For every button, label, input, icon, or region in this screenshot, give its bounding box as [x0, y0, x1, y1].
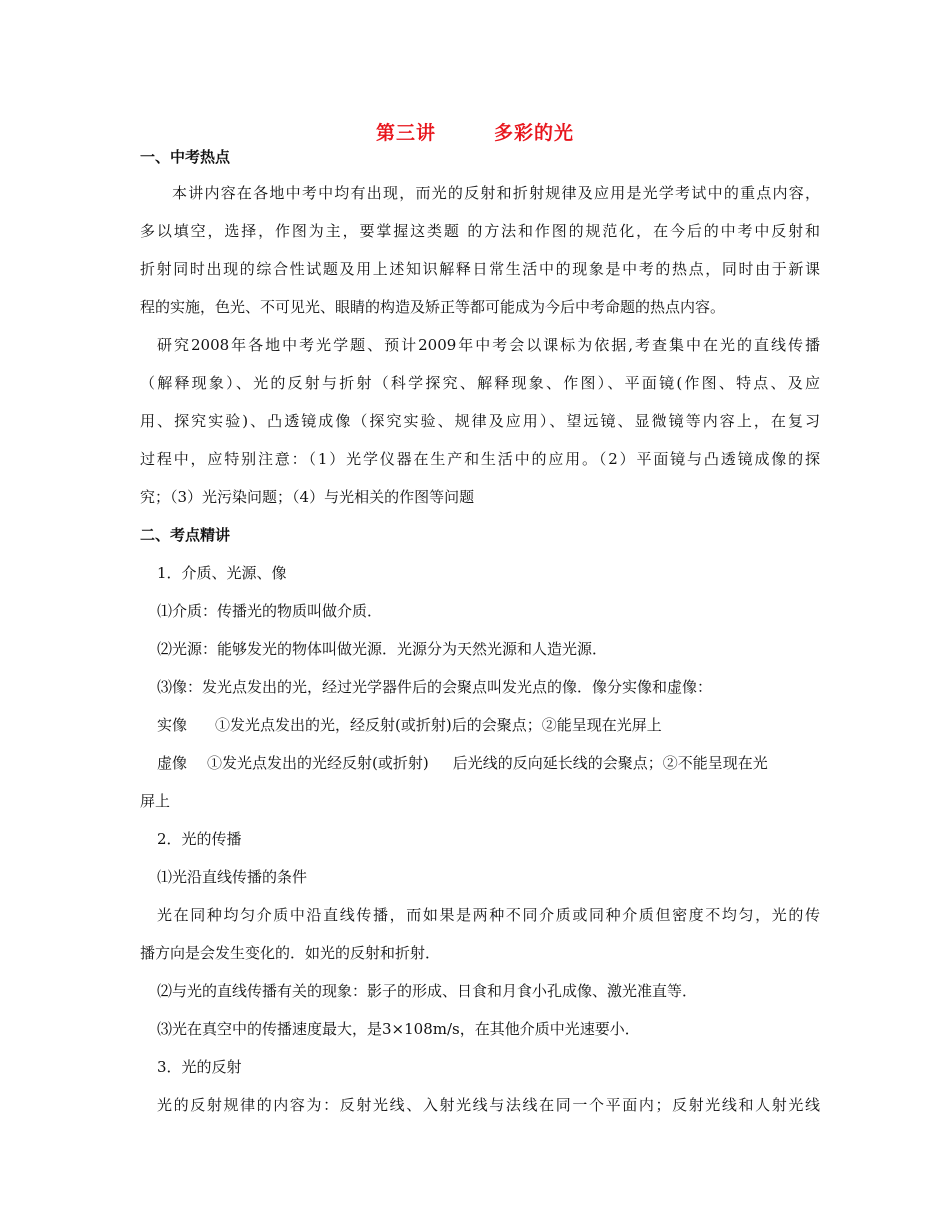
section1-heading: 一、中考热点: [140, 148, 231, 166]
title-part-2: 多彩的光: [494, 122, 575, 144]
real-image-text: ①发光点发出的光，经反射(或折射)后的会聚点；②能呈现在光屏上: [215, 716, 662, 734]
item3-title: 3．光的反射: [157, 1058, 242, 1076]
section1-para1-line2: 多以填空，选择，作图为主，要掌握这类题 的方法和作图的规范化，在今后的中考中反射和: [140, 222, 820, 240]
section2-heading: 二、考点精讲: [140, 526, 231, 544]
item1-title: 1．介质、光源、像: [157, 564, 287, 582]
item2-title: 2．光的传播: [157, 830, 242, 848]
title-part-1: 第三讲: [375, 122, 436, 144]
real-image-row: [157, 715, 837, 735]
item1-image: ⑶像：发光点发出的光，经过光学器件后的会聚点叫发光点的像．像分实像和虚像：: [157, 678, 713, 696]
item2-condition: ⑴光沿直线传播的条件: [157, 868, 308, 886]
item2-condition-text2: 播方向是会发生变化的．如光的反射和折射．: [140, 944, 441, 962]
item2-speed: ⑶光在真空中的传播速度最大，是3×108m/s，在其他介质中光速要小．: [157, 1020, 640, 1038]
virtual-image-label: 虚像: [157, 754, 188, 772]
virtual-image-text-b: 后光线的反向延长线的会聚点；②不能呈现在光: [452, 754, 768, 772]
section1-para2-line2: （解释现象）、光的反射与折射（科学探究、解释现象、作图）、平面镜(作图、特点、及应: [140, 374, 820, 392]
item2-condition-text1: 光在同种均匀介质中沿直线传播，而如果是两种不同介质或同种介质但密度不均匀，光的传: [157, 906, 820, 924]
item2-phenomena: ⑵与光的直线传播有关的现象：影子的形成、日食和月食小孔成像、激光准直等．: [157, 982, 698, 1000]
item3-text: 光的反射规律的内容为：反射光线、入射光线与法线在同一个平面内；反射光线和人射光线: [157, 1096, 820, 1114]
section1-para2-line1: 研究2008年各地中考光学题、预计2009年中考会以课标为依据,考查集中在光的直线传播: [157, 336, 820, 354]
virtual-image-cont: 屏上: [140, 792, 171, 810]
section1-para1-line1: 本讲内容在各地中考中均有出现，而光的反射和折射规律及应用是光学考试中的重点内容，: [172, 184, 820, 202]
section1-para2-line5: 究；（3）光污染问题；（4）与光相关的作图等问题: [140, 488, 475, 506]
page-title: [0, 118, 950, 145]
virtual-image-row: [157, 753, 820, 773]
section1-para1-line4: 程的实施，色光、不可见光、眼睛的构造及矫正等都可能成为今后中考命题的热点内容。: [140, 298, 726, 316]
section1-para1-line3: 折射同时出现的综合性试题及用上述知识解释日常生活中的现象是中考的热点，同时由于新课: [140, 260, 820, 278]
real-image-label: 实像: [157, 716, 188, 734]
section1-para2-line4: 过程中，应特别注意：（1）光学仪器在生产和生活中的应用。（2）平面镜与凸透镜成像的探: [140, 450, 820, 468]
item1-light-source: ⑵光源：能够发光的物体叫做光源．光源分为天然光源和人造光源．: [157, 640, 608, 658]
section1-para2-line3: 用、探究实验)、凸透镜成像（探究实验、规律及应用）、望远镜、显微镜等内容上，在复习: [140, 412, 820, 430]
virtual-image-text-a: ①发光点发出的光经反射(或折射): [207, 754, 429, 772]
item1-medium: ⑴介质：传播光的物质叫做介质．: [157, 602, 383, 620]
